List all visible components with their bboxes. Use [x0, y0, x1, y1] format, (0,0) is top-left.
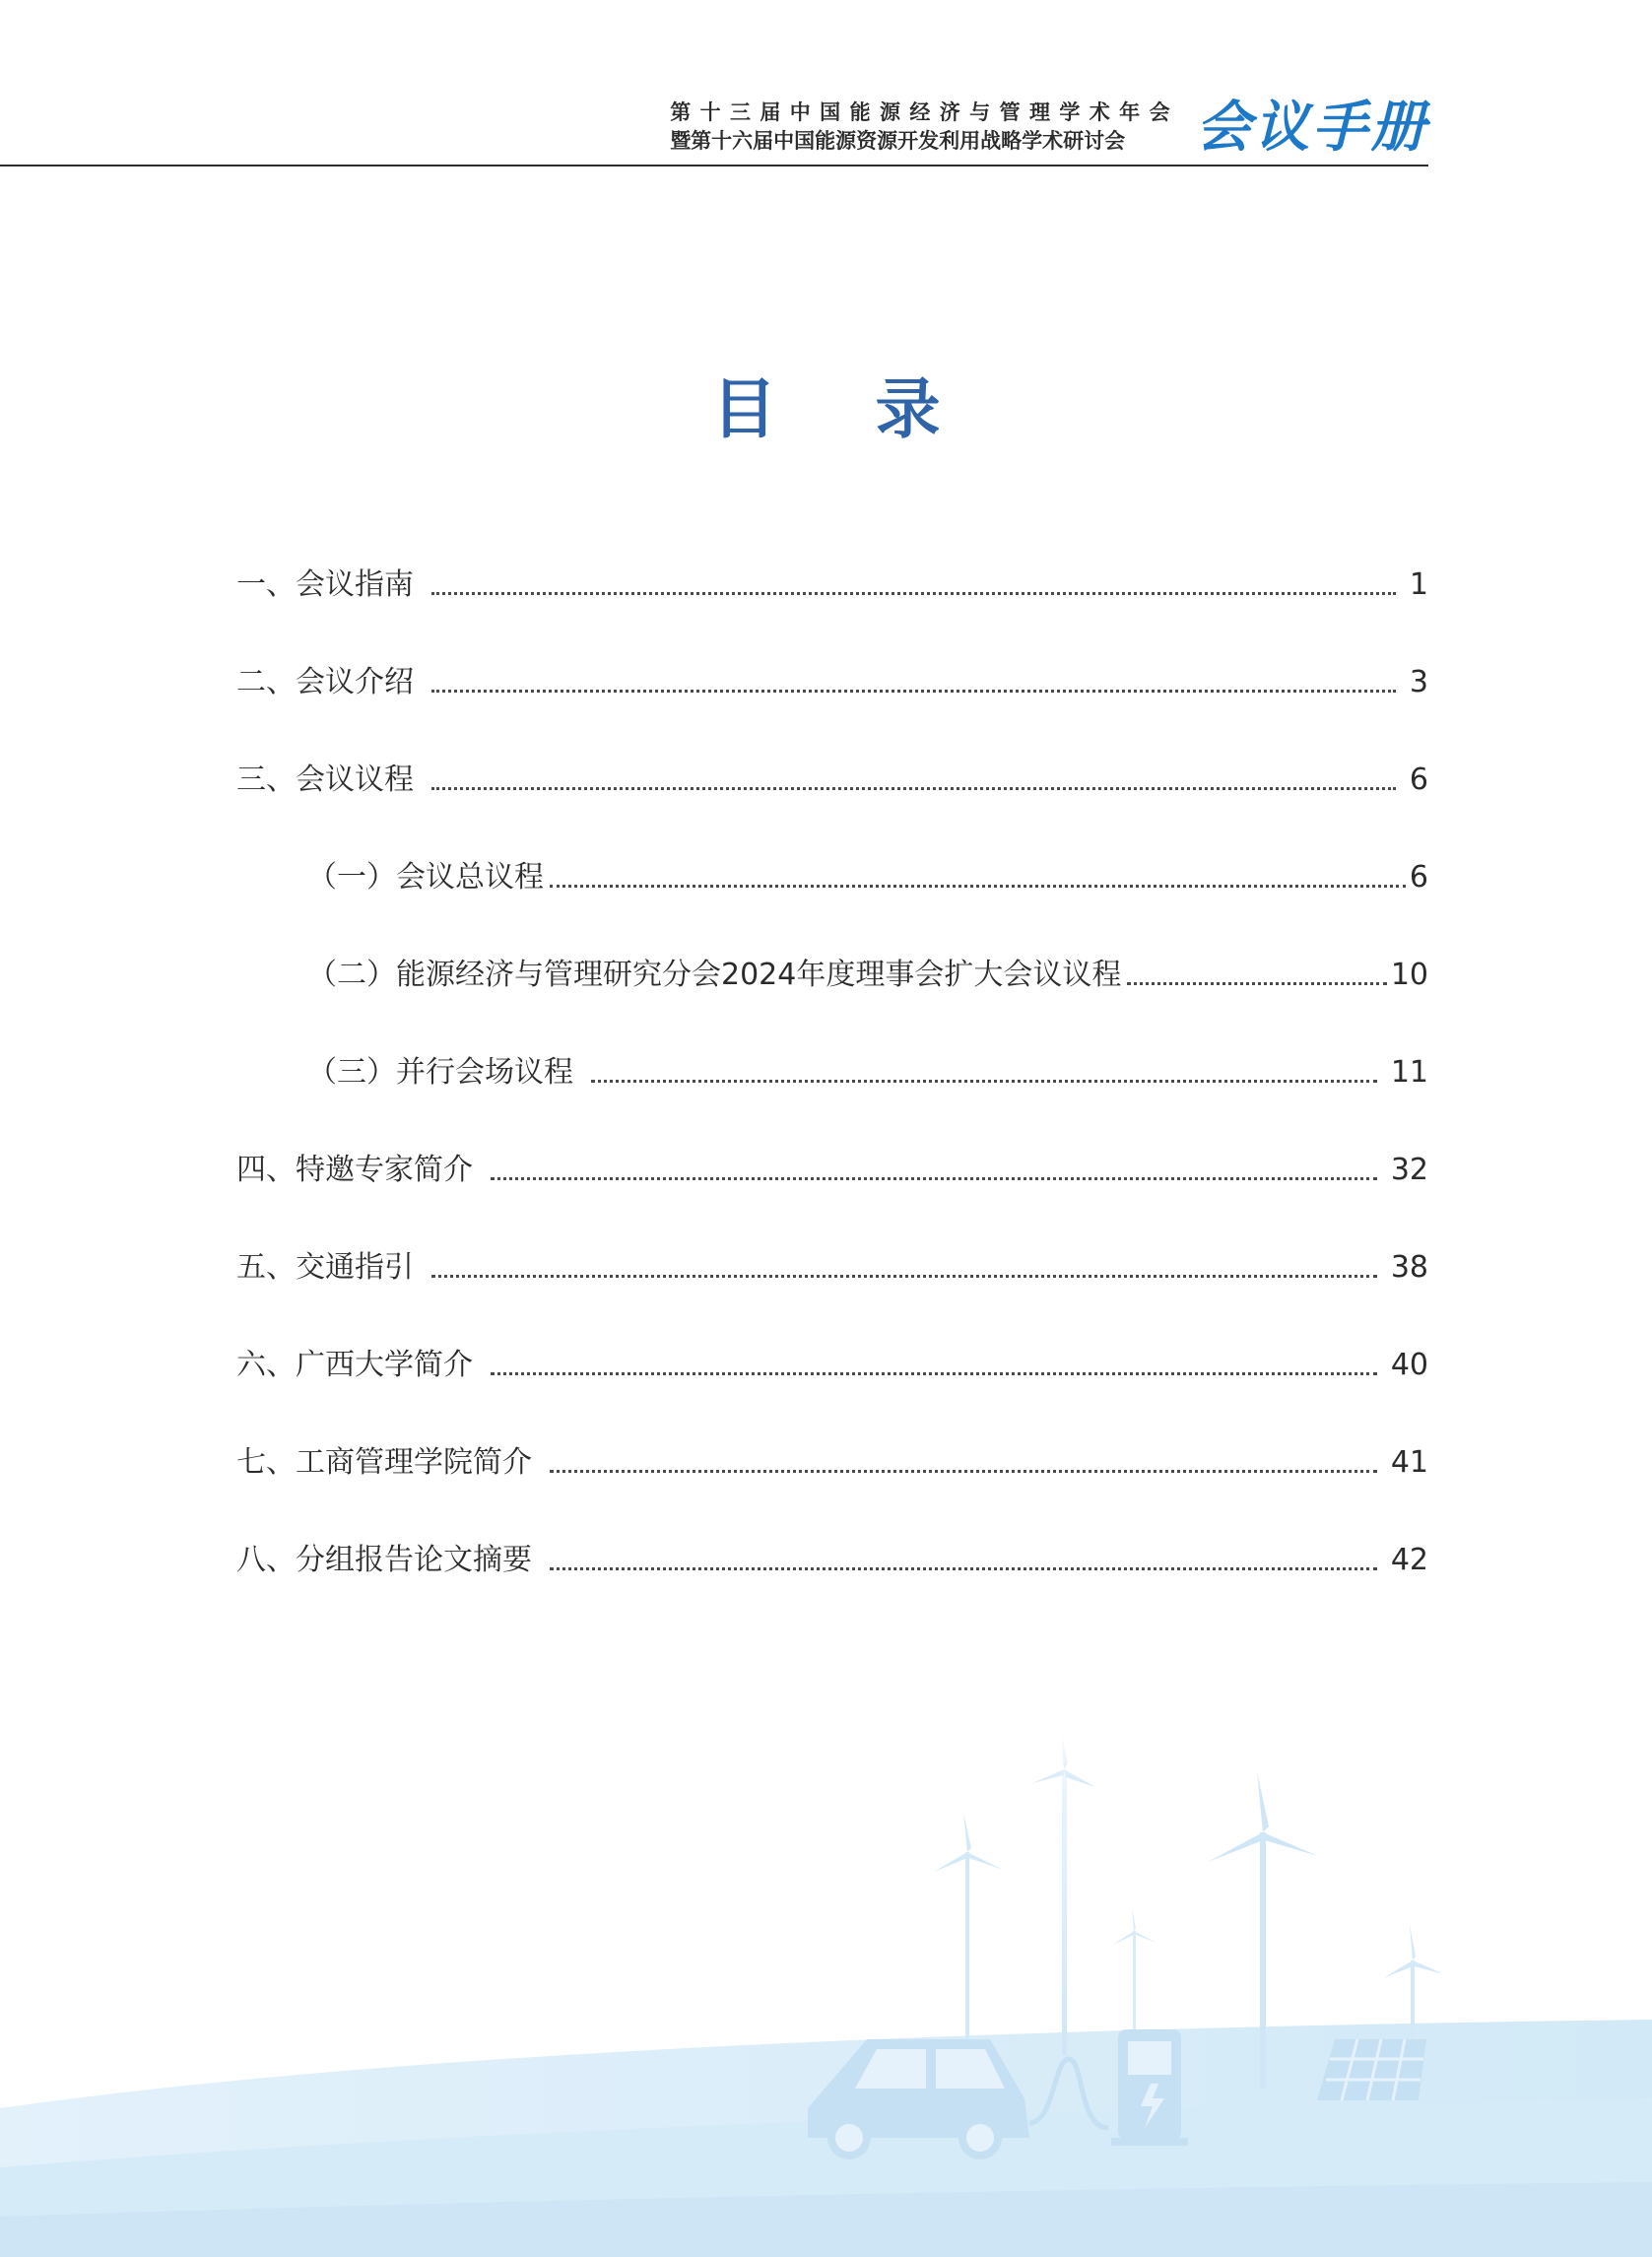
header-divider	[0, 165, 1428, 166]
toc-entry-abstracts[interactable]	[236, 1537, 1428, 1580]
toc-entry-page: 6	[1409, 860, 1428, 895]
toc-entry-page: 1	[1409, 567, 1428, 602]
page-header	[0, 95, 1428, 166]
toc-entry-page: 10	[1390, 958, 1428, 992]
toc-entry-introduction[interactable]	[236, 659, 1428, 702]
toc-leader-dots	[431, 1275, 1377, 1278]
toc-leader-dots	[591, 1080, 1377, 1083]
toc-entry-transportation[interactable]	[236, 1244, 1428, 1288]
toc-entry-label: 五、交通指引	[236, 1250, 414, 1285]
toc-heading-right: 录	[875, 371, 941, 447]
toc-entry-university[interactable]	[236, 1342, 1428, 1385]
conference-name	[670, 99, 1179, 156]
charging-station-icon	[1111, 2029, 1188, 2146]
handbook-title: 会议手册	[1196, 96, 1428, 160]
clean-energy-illustration	[0, 1734, 1652, 2257]
toc-entry-label: 七、工商管理学院简介	[236, 1445, 532, 1480]
conference-name-line2: 暨第十六届中国能源资源开发利用战略学术研讨会	[670, 129, 1126, 153]
toc-entry-label: 三、会议议程	[236, 763, 414, 797]
toc-leader-dots	[431, 787, 1396, 790]
toc-leader-dots	[550, 1470, 1377, 1473]
toc-entry-council-agenda[interactable]	[307, 952, 1428, 995]
toc-entry-label: 二、会议介绍	[236, 665, 414, 699]
toc-entry-page: 11	[1390, 1055, 1428, 1090]
toc-entry-page: 32	[1390, 1153, 1428, 1187]
toc-heading	[0, 370, 1652, 449]
wind-turbine-icon	[934, 1813, 1003, 2049]
toc-entry-page: 42	[1390, 1543, 1428, 1577]
toc-entry-business-school[interactable]	[236, 1439, 1428, 1483]
toc-heading-left: 目	[711, 371, 777, 447]
toc-entry-experts[interactable]	[236, 1147, 1428, 1190]
toc-entry-page: 6	[1409, 763, 1428, 797]
toc-entry-agenda[interactable]	[236, 757, 1428, 800]
toc-leader-dots	[431, 690, 1396, 693]
toc-leader-dots	[491, 1177, 1377, 1180]
toc-entry-label: （一）会议总议程	[307, 860, 544, 895]
toc-entry-guide[interactable]	[236, 562, 1428, 605]
solar-panel-icon	[1317, 2039, 1426, 2100]
toc-leader-dots	[550, 885, 1406, 888]
toc-entry-label: （二）能源经济与管理研究分会2024年度理事会扩大会议议程	[307, 958, 1122, 992]
toc-entry-label: 四、特邀专家简介	[236, 1153, 473, 1187]
toc-leader-dots	[550, 1567, 1377, 1570]
toc-entry-label: 六、广西大学简介	[236, 1348, 473, 1382]
toc-entry-general-agenda[interactable]	[307, 854, 1428, 897]
toc-entry-page: 41	[1390, 1445, 1428, 1480]
toc-leader-dots	[431, 592, 1396, 595]
toc-entry-page: 40	[1390, 1348, 1428, 1382]
toc-entry-page: 3	[1409, 665, 1428, 699]
toc-leader-dots	[491, 1372, 1377, 1375]
toc-entry-label: 一、会议指南	[236, 567, 414, 602]
conference-name-line1: 第十三届中国能源经济与管理学术年会	[670, 100, 1179, 124]
toc-entry-label: 八、分组报告论文摘要	[236, 1543, 532, 1577]
toc-entry-page: 38	[1390, 1250, 1428, 1285]
toc-leader-dots	[1127, 982, 1386, 985]
toc-entry-label: （三）并行会场议程	[307, 1055, 573, 1090]
toc-entry-parallel-sessions[interactable]	[307, 1049, 1428, 1093]
